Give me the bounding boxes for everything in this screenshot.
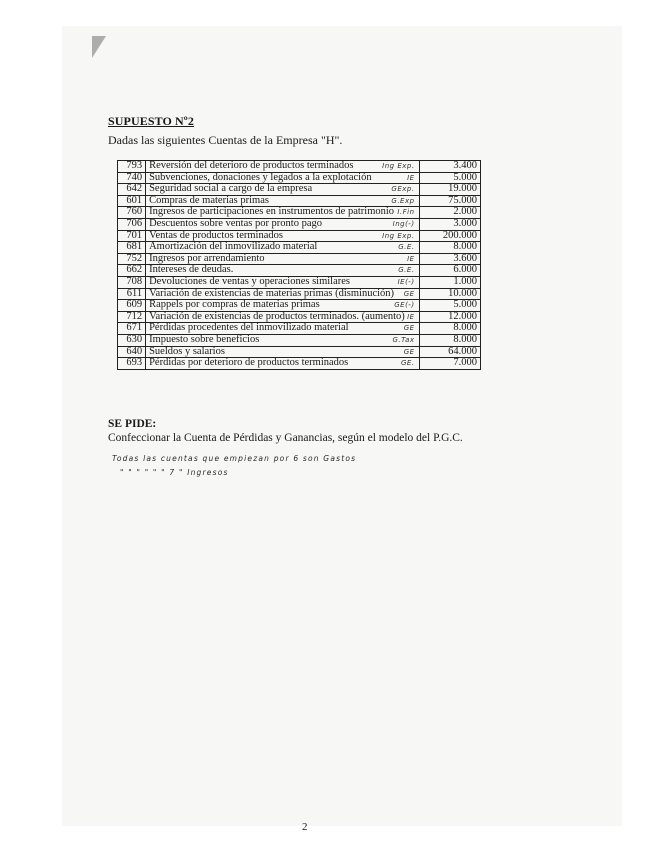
- account-code: 642: [118, 184, 146, 196]
- exercise-intro: Dadas las siguientes Cuentas de la Empresa "H".: [108, 133, 343, 147]
- account-amount: 1.000: [419, 276, 480, 288]
- account-name: Pérdidas procedentes del inmovilizado material: [149, 322, 349, 334]
- account-code: 630: [118, 334, 146, 346]
- account-row: [118, 346, 481, 358]
- account-row: [118, 288, 481, 300]
- account-name-cell: [146, 358, 419, 370]
- handwritten-classification: I.Fin: [397, 208, 415, 217]
- account-name-cell: [146, 323, 419, 335]
- account-name: Reversión del deterioro de productos terminados: [149, 160, 354, 171]
- account-amount: 7.000: [419, 358, 480, 370]
- account-row: [118, 253, 481, 265]
- account-name: Variación de existencias de productos terminados. (aumento): [149, 310, 405, 322]
- account-row: [118, 311, 481, 323]
- exercise-title: SUPUESTO Nº2: [108, 114, 194, 128]
- handwritten-classification: Ing Exp.: [382, 162, 415, 170]
- account-row: [118, 334, 481, 346]
- account-code: 708: [118, 276, 146, 288]
- account-code: 662: [118, 265, 146, 277]
- account-amount: 8.000: [419, 334, 480, 346]
- account-name-cell: [146, 161, 419, 173]
- account-name-cell: [146, 172, 419, 184]
- account-row: [118, 172, 481, 184]
- handwritten-classification: G.Exp: [391, 196, 415, 205]
- handwritten-classification: IE: [407, 312, 415, 321]
- account-row: [118, 195, 481, 207]
- handwritten-note-income: " " " " " " 7 " Ingresos: [120, 468, 229, 477]
- handwritten-classification: GE: [403, 324, 415, 333]
- accounts-table: [117, 160, 481, 370]
- handwritten-classification: IE: [407, 173, 415, 182]
- account-amount: 8.000: [419, 323, 480, 335]
- account-code: 752: [118, 253, 146, 265]
- account-code: 611: [118, 288, 146, 300]
- account-row: [118, 184, 481, 196]
- account-name-cell: [146, 230, 419, 242]
- account-row: [118, 276, 481, 288]
- account-name-cell: [146, 300, 419, 312]
- account-name-cell: [146, 253, 419, 265]
- account-name-cell: [146, 288, 419, 300]
- account-name-cell: [146, 195, 419, 207]
- account-name-cell: [146, 184, 419, 196]
- account-amount: 200.000: [419, 230, 480, 242]
- handwritten-classification: G.E.: [398, 243, 415, 252]
- account-name: Ingresos de participaciones en instrumentos de patrimonio: [149, 206, 395, 218]
- handwritten-classification: IE(-): [397, 277, 415, 286]
- account-amount: 3.000: [419, 218, 480, 230]
- account-code: 712: [118, 311, 146, 323]
- account-name: Subvenciones, donaciones y legados a la explotación: [149, 171, 372, 183]
- account-code: 760: [118, 207, 146, 219]
- account-amount: 75.000: [419, 195, 480, 207]
- account-row: [118, 300, 481, 312]
- account-name-cell: [146, 242, 419, 254]
- account-amount: 5.000: [419, 172, 480, 184]
- se-pide-heading: SE PIDE:: [108, 418, 157, 430]
- account-amount: 2.000: [419, 207, 480, 219]
- account-name: Devoluciones de ventas y operaciones similares: [149, 275, 350, 287]
- account-name-cell: [146, 311, 419, 323]
- account-row: [118, 358, 481, 370]
- account-amount: 19.000: [419, 184, 480, 196]
- account-code: 640: [118, 346, 146, 358]
- account-amount: 5.000: [419, 300, 480, 312]
- account-name-cell: [146, 334, 419, 346]
- account-code: 693: [118, 358, 146, 370]
- page-number: 2: [302, 821, 308, 833]
- account-code: 609: [118, 300, 146, 312]
- handwritten-classification: GExp.: [391, 185, 415, 194]
- folded-corner-mark: [92, 36, 106, 58]
- account-row: [118, 230, 481, 242]
- account-name: Rappels por compras de materias primas: [149, 299, 320, 311]
- account-row: [118, 218, 481, 230]
- account-amount: 8.000: [419, 242, 480, 254]
- account-code: 671: [118, 323, 146, 335]
- account-amount: 12.000: [419, 311, 480, 323]
- account-name: Seguridad social a cargo de la empresa: [149, 183, 313, 195]
- account-code: 740: [118, 172, 146, 184]
- account-name-cell: [146, 207, 419, 219]
- account-name: Ingresos por arrendamiento: [149, 252, 265, 264]
- account-name: Intereses de deudas.: [149, 264, 234, 276]
- account-code: 681: [118, 242, 146, 254]
- handwritten-classification: IE: [407, 254, 415, 263]
- account-name-cell: [146, 265, 419, 277]
- account-row: [118, 323, 481, 335]
- account-row: [118, 161, 481, 173]
- account-row: [118, 242, 481, 254]
- handwritten-classification: Ing Exp.: [382, 231, 415, 240]
- handwritten-classification: Ing(-): [392, 219, 415, 228]
- handwritten-classification: G.Tax: [392, 335, 415, 344]
- handwritten-classification: GE(-): [394, 301, 415, 310]
- account-name: Descuentos sobre ventas por pronto pago: [149, 217, 323, 229]
- account-row: [118, 265, 481, 277]
- account-name: Compras de materias primas: [149, 194, 269, 206]
- account-code: 793: [118, 161, 146, 173]
- account-name: Ventas de productos terminados: [149, 229, 283, 241]
- account-code: 701: [118, 230, 146, 242]
- account-name-cell: [146, 218, 419, 230]
- account-amount: 64.000: [419, 346, 480, 358]
- account-name-cell: [146, 276, 419, 288]
- account-row: [118, 207, 481, 219]
- account-name: Amortización del inmovilizado material: [149, 241, 318, 253]
- account-code: 706: [118, 218, 146, 230]
- account-amount: 10.000: [419, 288, 480, 300]
- account-amount: 3.400: [419, 161, 480, 173]
- account-amount: 6.000: [419, 265, 480, 277]
- task-text: Confeccionar la Cuenta de Pérdidas y Ganancias, según el modelo del P.G.C.: [108, 432, 463, 444]
- account-name: Variación de existencias de materias primas (disminución): [149, 287, 395, 299]
- account-name: Impuesto sobre beneficios: [149, 333, 260, 345]
- account-code: 601: [118, 195, 146, 207]
- handwritten-classification: G.E.: [398, 266, 415, 275]
- handwritten-classification: GE.: [400, 359, 415, 368]
- handwritten-classification: GE: [403, 347, 415, 356]
- account-name: Pérdidas por deterioro de productos terminados: [149, 357, 349, 369]
- handwritten-classification: GE: [403, 289, 415, 298]
- account-name: Sueldos y salarios: [149, 345, 225, 357]
- account-name-cell: [146, 346, 419, 358]
- handwritten-note-expenses: Todas las cuentas que empiezan por 6 son Gastos: [112, 454, 357, 463]
- account-amount: 3.600: [419, 253, 480, 265]
